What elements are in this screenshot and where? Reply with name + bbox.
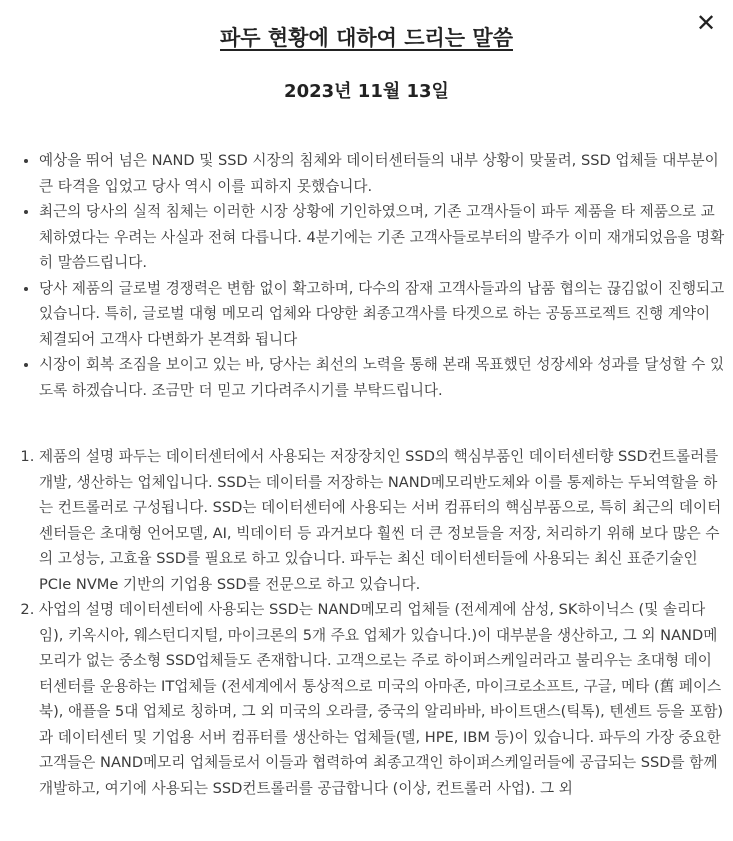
- notice-body: [18, 148, 725, 801]
- dialog-title: 파두 현황에 대하여 드리는 말씀: [220, 26, 513, 50]
- list-item: 2. 사업의 설명 데이터센터에 사용되는 SSD는 NAND메모리 업체들 (전세계에 삼성, SK하이닉스 (및 솔리다임), 키옥시아, 웨스턴디지털, 마이크론의 5개 주요 업체가 있습니다.)이 대부분을 생산하고, 그 외 NAND메모리가 없는 중소형 SSD업체들도 존재합니다. 고객으로는 주로 하이퍼스케일러라고 불리우는 초대형 데이터센터를 운용하는 IT업체들 (전세계에서 통상적으로 미국의 아마존, 마이크로소프트, 구글, 메타 (舊 페이스북), 애플을 5대 업체로 칭하며, 그 외 미국의 오라클, 중국의 알리바바, 바이트댄스(틱톡), 텐센트 등을 포함)과 데이터센터 및 기업용 서버 컴퓨터를 생산하는 업체들(델, HPE, IBM 등)이 있습니다. 파두의 가장 중요한 고객들은 NAND메모리 업체들로서 이들과 협력하여 최종고객인 하이퍼스케일러들에 공급되는 SSD를 함께 개발하고, 여기에 사용되는 SSD컨트롤러를 공급합니다 (이상, 컨트롤러 사업). 그 외: [39, 597, 725, 801]
- notice-date: 2023년 11월 13일: [284, 81, 449, 102]
- list-item: • 시장이 회복 조짐을 보이고 있는 바, 당사는 최선의 노력을 통해 본래 목표했던 성장세와 성과를 달성할 수 있도록 하겠습니다. 조금만 더 믿고 기다려주시기를 부탁드립니다.: [39, 352, 725, 403]
- list-item: • 최근의 당사의 실적 침체는 이러한 시장 상황에 기인하였으며, 기존 고객사들이 파두 제품을 타 제품으로 교체하였다는 우려는 사실과 전혀 다릅니다. 4분기에는 기존 고객사들로부터의 발주가 이미 재개되었음을 명확히 말씀드립니다.: [39, 199, 725, 276]
- close-icon[interactable]: ✕: [691, 8, 721, 38]
- list-item: • 당사 제품의 글로벌 경쟁력은 변함 없이 확고하며, 다수의 잠재 고객사들과의 납품 협의는 끊김없이 진행되고 있습니다. 특히, 글로벌 대형 메모리 업체와 다양한 최종고객사를 타겟으로 하는 공동프로젝트 진행 계약이 체결되어 고객사 다변화가 본격화 됩니다: [39, 276, 725, 353]
- list-item: 1. 제품의 설명 파두는 데이터센터에서 사용되는 저장장치인 SSD의 핵심부품인 데이터센터향 SSD컨트롤러를 개발, 생산하는 업체입니다. SSD는 데이터를 저장하는 NAND메모리반도체와 이를 통제하는 두뇌역할을 하는 컨트롤러로 구성됩니다. SSD는 데이터센터에 사용되는 서버 컴퓨터의 핵심부품으로, 특히 최근의 데이터센터들은 초대형 언어모델, AI, 빅데이터 등 과거보다 훨씬 더 큰 정보들을 저장, 처리하기 위해 보다 많은 수의 고성능, 고효율 SSD를 필요로 하고 있습니다. 파두는 최신 데이터센터들에 사용되는 최신 표준기술인 PCIe NVMe 기반의 기업용 SSD를 전문으로 하고 있습니다.: [39, 444, 725, 597]
- list-item: • 예상을 뛰어 넘은 NAND 및 SSD 시장의 침체와 데이터센터들의 내부 상황이 맞물려, SSD 업체들 대부분이 큰 타격을 입었고 당사 역시 이를 피하지 못했습니다.: [39, 148, 725, 199]
- detail-list: [18, 444, 725, 801]
- summary-list: [18, 148, 725, 403]
